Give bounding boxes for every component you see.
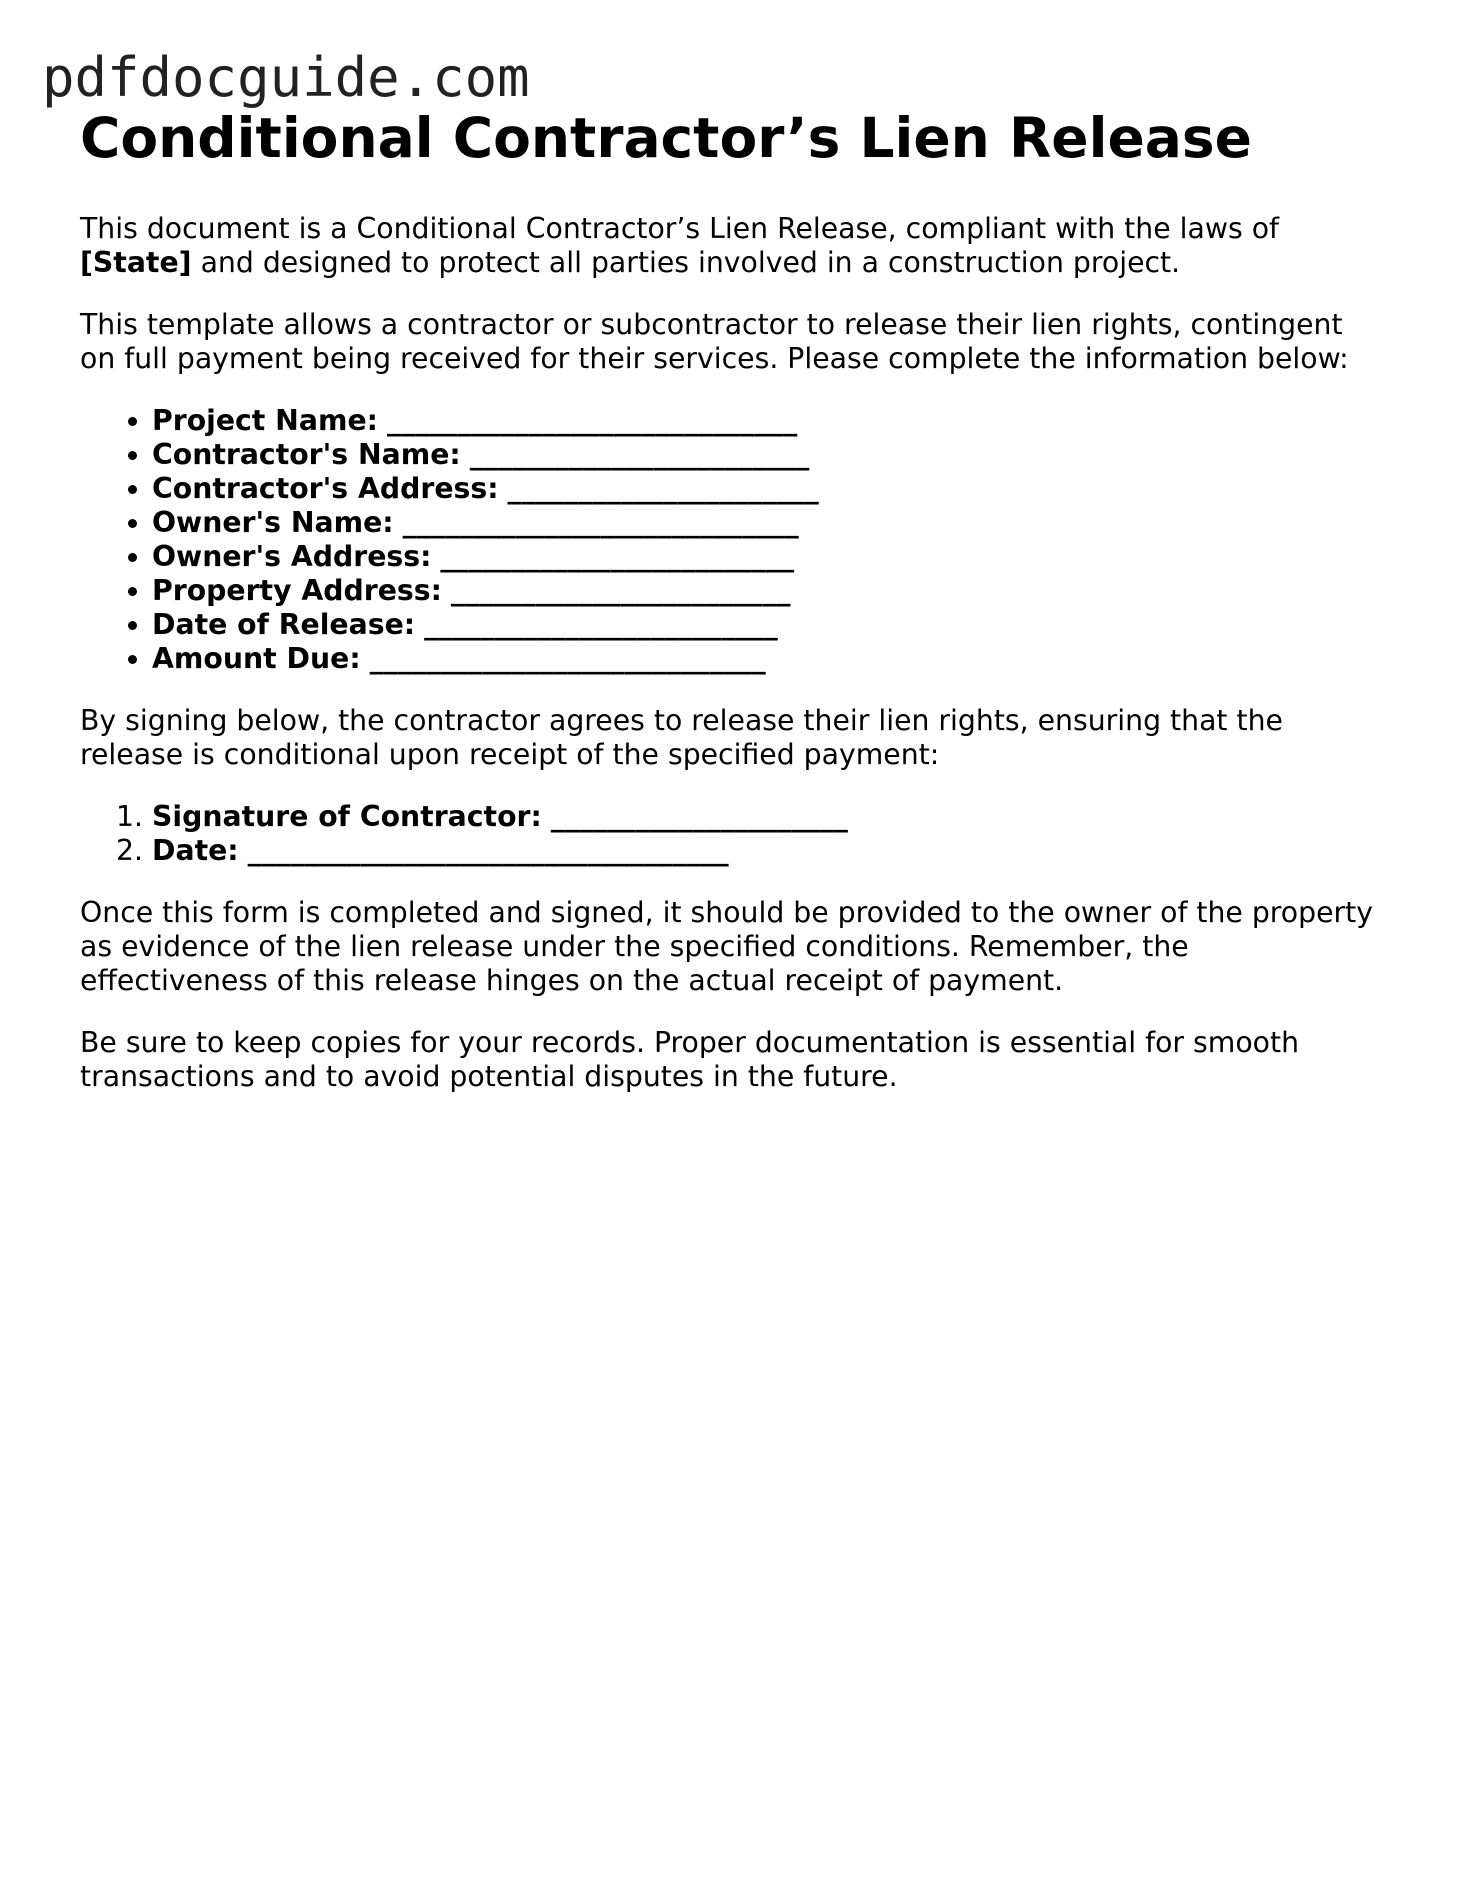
field-label: Owner's Name: [152, 506, 394, 539]
field-amount-due [152, 642, 1380, 676]
field-label: Property Address: [152, 574, 442, 607]
signing-intro-paragraph: By signing below, the contractor agrees to release their lien rights, ensuring that the release is conditional upon receipt of the specified payment: [80, 704, 1283, 771]
blank-line: ____________________________ [369, 642, 766, 675]
blank-line: _____________________ [550, 800, 848, 833]
field-label: Project Name: [152, 404, 378, 437]
field-label: Owner's Address: [152, 540, 432, 573]
project-fields-list [80, 404, 1380, 676]
signature-list [80, 800, 1380, 868]
blank-line: _________________________ [424, 608, 778, 641]
blank-line: _____________________________ [386, 404, 798, 437]
blank-line: ______________________ [507, 472, 819, 505]
closing-paragraph: Once this form is completed and signed, it should be provided to the owner of the property as evidence of the lien release under the specified conditions. Remember, the effectiveness of this release hinges on the actual receipt of payment. [80, 896, 1373, 997]
signature-contractor [152, 800, 1380, 834]
field-label: Date: [152, 834, 239, 867]
field-owner-address [152, 540, 1380, 574]
field-label: Contractor's Address: [152, 472, 499, 505]
instructions-paragraph: This template allows a contractor or subcontractor to release their lien rights, contingent on full payment being received for their services. Please complete the information below: [80, 308, 1349, 375]
signature-date [152, 834, 1380, 868]
field-label: Contractor's Name: [152, 438, 461, 471]
document-title: Conditional Contractor’s Lien Release [80, 106, 1252, 170]
blank-line: ________________________ [450, 574, 791, 607]
field-label: Date of Release: [152, 608, 416, 641]
field-label: Signature of Contractor: [152, 800, 542, 833]
blank-line: _________________________ [440, 540, 795, 573]
field-contractor-name [152, 438, 1380, 472]
field-property-address [152, 574, 1380, 608]
state-placeholder: [State] [80, 246, 192, 279]
intro-text-end: and designed to protect all parties involved in a construction project. [191, 246, 1181, 279]
field-owner-name [152, 506, 1380, 540]
field-date-of-release [152, 608, 1380, 642]
blank-line: ____________________________ [402, 506, 799, 539]
blank-line: ________________________ [469, 438, 810, 471]
intro-text-start: This document is a Conditional Contractor’s Lien Release, compliant with the laws of [80, 212, 1279, 245]
reminder-paragraph: Be sure to keep copies for your records. Proper documentation is essential for smooth transactions and to avoid potential disputes in the future. [80, 1026, 1300, 1093]
field-project-name [152, 404, 1380, 438]
field-contractor-address [152, 472, 1380, 506]
intro-paragraph [80, 212, 1380, 280]
blank-line: __________________________________ [247, 834, 729, 867]
site-watermark: pdfdocguide.com [42, 46, 530, 109]
document-page [80, 104, 1380, 1094]
field-label: Amount Due: [152, 642, 361, 675]
